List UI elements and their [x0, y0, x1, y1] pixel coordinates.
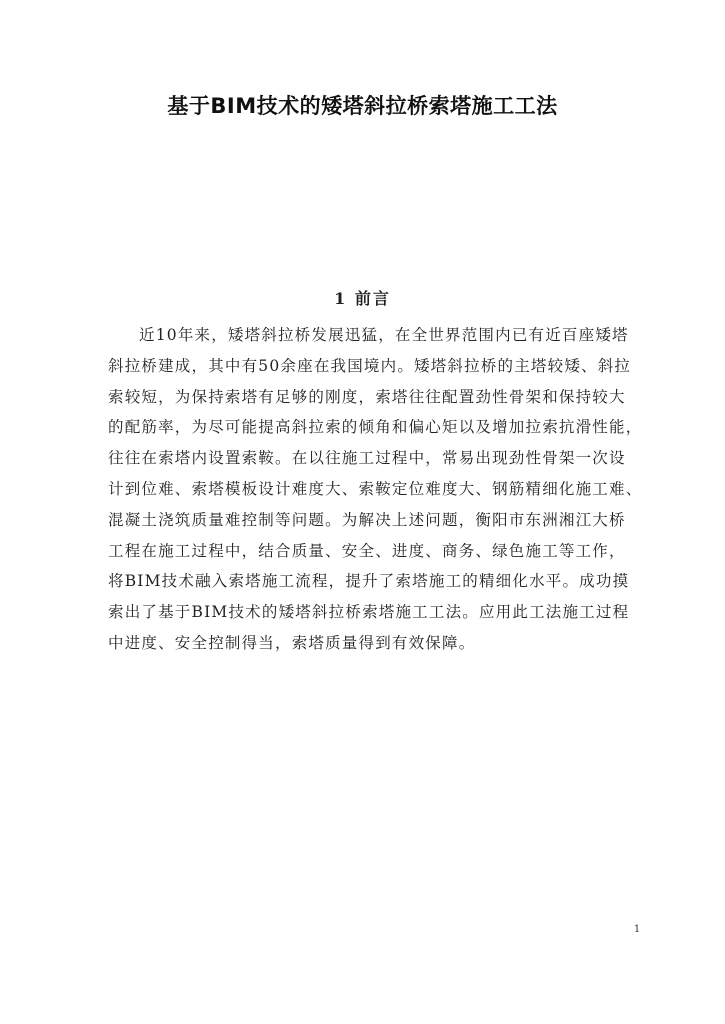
paragraph-line: 将BIM技术融入索塔施工流程，提升了索塔施工的精细化水平。成功摸	[108, 572, 630, 591]
paragraph-line: 混凝土浇筑质量难控制等问题。为解决上述问题，衡阳市东洲湘江大桥	[108, 510, 626, 529]
paragraph-line: 近10年来，矮塔斜拉桥发展迅猛，在全世界范围内已有近百座矮塔	[139, 326, 629, 344]
paragraph-line: 中进度、安全控制得当，索塔质量得到有效保障。	[108, 633, 476, 652]
paragraph-line: 工程在施工过程中，结合质量、安全、进度、商务、绿色施工等工作，	[108, 541, 626, 560]
section-heading: 1 前言	[334, 289, 391, 308]
paragraph-line: 斜拉桥建成，其中有50余座在我国境内。矮塔斜拉桥的主塔较矮、斜拉	[108, 356, 632, 375]
paragraph-line: 的配筋率，为尽可能提高斜拉索的倾角和偏心矩以及增加拉索抗滑性能，	[108, 418, 643, 437]
paragraph-line: 索出了基于BIM技术的矮塔斜拉桥索塔施工工法。应用此工法施工过程	[108, 603, 630, 622]
document-title: 基于BIM技术的矮塔斜拉桥索塔施工工法	[167, 94, 558, 118]
paragraph-line: 索较短，为保持索塔有足够的刚度，索塔往往配置劲性骨架和保持较大	[108, 387, 626, 406]
page-number: 1	[633, 924, 641, 935]
paragraph-line: 计到位难、索塔模板设计难度大、索鞍定位难度大、钢筋精细化施工难、	[108, 479, 643, 498]
paragraph-line: 往往在索塔内设置索鞍。在以往施工过程中，常易出现劲性骨架一次设	[108, 449, 626, 468]
body-paragraph	[108, 320, 643, 659]
